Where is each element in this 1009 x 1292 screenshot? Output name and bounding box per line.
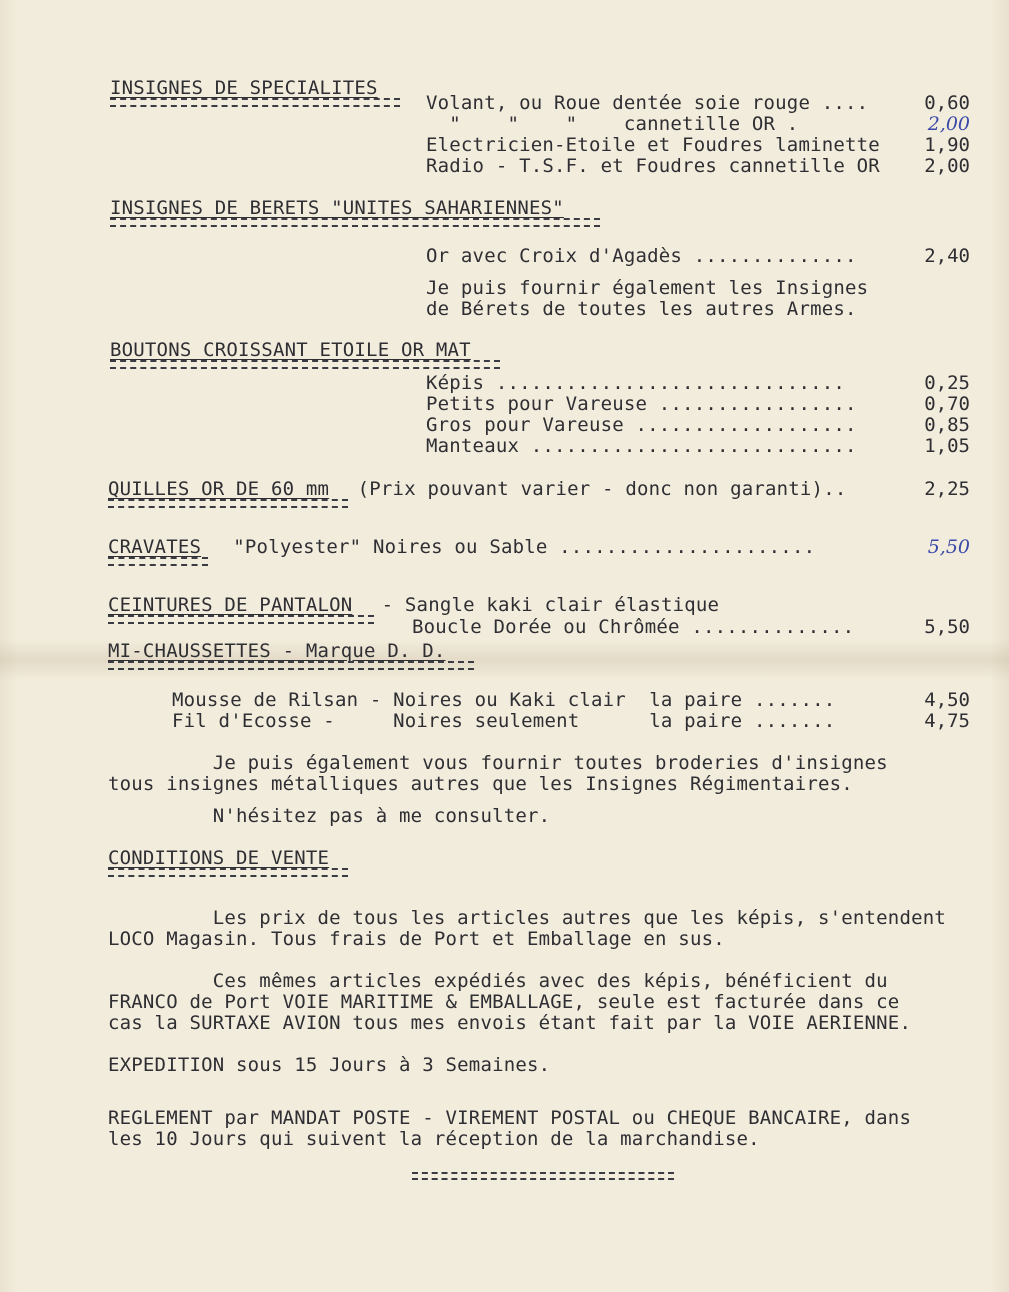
heading-quilles: QUILLES OR DE 60 mm — [108, 478, 330, 500]
condition-line: FRANCO de Port VOIE MARITIME & EMBALLAGE, seule est facturée dans ce — [108, 991, 900, 1013]
heading-ceintures: CEINTURES DE PANTALON — [108, 594, 353, 616]
double-underline — [108, 557, 208, 566]
double-underline — [108, 868, 348, 877]
item-line: Fil d'Ecosse - Noires seulement la paire ....... — [172, 710, 836, 732]
item-line: Electricien-Etoile et Foudres laminette — [426, 134, 880, 156]
condition-line: EXPEDITION sous 15 Jours à 3 Semaines. — [108, 1054, 551, 1076]
item-line: Manteaux ............................ — [426, 435, 857, 457]
closing-separator — [412, 1172, 674, 1180]
item-price: 0,60 — [924, 92, 970, 114]
text-line: de Bérets de toutes les autres Armes. — [426, 298, 857, 320]
item-line: Petits pour Vareuse ................. — [426, 393, 857, 415]
item-line: Volant, ou Roue dentée soie rouge .... — [426, 92, 869, 114]
item-price: 0,70 — [924, 393, 970, 415]
condition-line: Ces mêmes articles expédiés avec des képis, bénéficient du — [108, 970, 888, 992]
note-line: tous insignes métalliques autres que les Insignes Régimentaires. — [108, 773, 853, 795]
item-line: "Polyester" Noires ou Sable ...................... — [210, 536, 816, 558]
condition-line: REGLEMENT par MANDAT POSTE - VIREMENT POSTAL ou CHEQUE BANCAIRE, dans — [108, 1107, 912, 1129]
item-price: 5,50 — [924, 616, 970, 638]
heading-insignes-specialites: INSIGNES DE SPECIALITES — [110, 77, 378, 99]
item-price: 0,25 — [924, 372, 970, 394]
condition-line: Les prix de tous les articles autres que les képis, s'entendent — [108, 907, 947, 929]
double-underline — [110, 218, 600, 227]
double-underline — [110, 98, 400, 107]
item-price: 0,85 — [924, 414, 970, 436]
heading-mi-chaussettes: MI-CHAUSSETTES - Marque D. D. — [108, 640, 446, 662]
heading-cravates: CRAVATES — [108, 536, 202, 558]
item-price: 4,50 — [924, 689, 970, 711]
heading-conditions-de-vente: CONDITIONS DE VENTE — [108, 847, 330, 869]
double-underline — [108, 615, 374, 624]
item-line: Képis .............................. — [426, 372, 846, 394]
item-line: " " " cannetille OR . — [426, 113, 799, 135]
item-line: - Sangle kaki clair élastique — [370, 594, 720, 616]
item-price: 1,90 — [924, 134, 970, 156]
item-line: Radio - T.S.F. et Foudres cannetille OR — [426, 155, 880, 177]
condition-line: cas la SURTAXE AVION tous mes envois étant fait par la VOIE AERIENNE. — [108, 1012, 912, 1034]
handwritten-price: 2,00 — [927, 113, 970, 135]
item-line: Or avec Croix d'Agadès .............. — [426, 245, 857, 267]
text-line: Je puis fournir également les Insignes — [426, 277, 869, 299]
heading-boutons: BOUTONS CROISSANT ETOILE OR MAT — [110, 339, 471, 361]
item-price: 2,00 — [924, 155, 970, 177]
item-line: (Prix pouvant varier - donc non garanti).. — [346, 478, 847, 500]
heading-insignes-berets: INSIGNES DE BERETS "UNITES SAHARIENNES" — [110, 197, 564, 219]
item-price: 2,40 — [924, 245, 970, 267]
item-line: Boucle Dorée ou Chrômée .............. — [412, 616, 855, 638]
double-underline — [108, 661, 474, 670]
item-price: 1,05 — [924, 435, 970, 457]
handwritten-price: 5,50 — [927, 536, 970, 558]
note-line: N'hésitez pas à me consulter. — [108, 805, 551, 827]
condition-line: LOCO Magasin. Tous frais de Port et Emballage en sus. — [108, 928, 725, 950]
double-underline — [110, 360, 500, 369]
item-price: 4,75 — [924, 710, 970, 732]
note-line: Je puis également vous fournir toutes broderies d'insignes — [108, 752, 888, 774]
item-price: 2,25 — [924, 478, 970, 500]
item-line: Mousse de Rilsan - Noires ou Kaki clair la paire ....... — [172, 689, 836, 711]
item-line: Gros pour Vareuse ................... — [426, 414, 857, 436]
condition-line: les 10 Jours qui suivent la réception de la marchandise. — [108, 1128, 760, 1150]
double-underline — [108, 499, 348, 508]
